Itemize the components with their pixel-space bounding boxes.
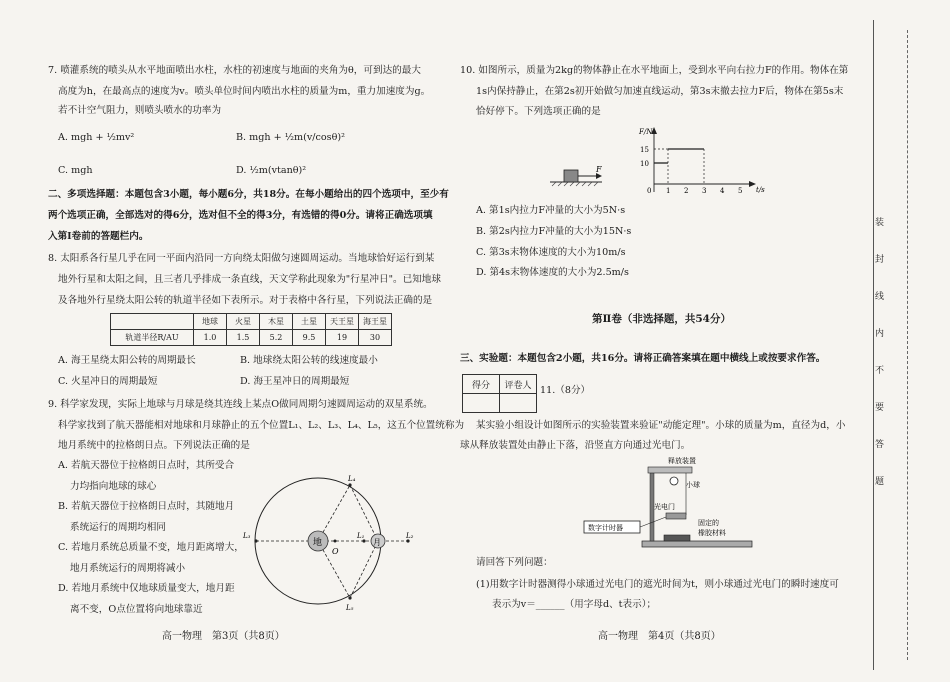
q11-sub1-line-1: (1)用数字计时器测得小球通过光电门的遮光时间为t，则小球通过光电门的瞬时速度可	[476, 579, 839, 590]
x-axis-label: t/s	[756, 186, 765, 194]
binding-dashed-line	[907, 30, 908, 660]
photogate-label: 光电门	[654, 503, 675, 511]
q9-stem-3: 地月系统中的拉格朗日点。下列说法正确的是	[58, 440, 250, 451]
l1-label: L₁	[357, 532, 365, 540]
table-cell: 5.2	[260, 330, 293, 346]
x-tick-3: 3	[702, 187, 707, 195]
table-cell: 轨道半径R/AU	[111, 330, 194, 346]
table-cell: 火星	[227, 314, 260, 330]
q7-option-a: A. mgh + ½mv²	[58, 132, 135, 143]
binding-char: 题	[875, 477, 885, 487]
q7-option-d: D. ½m(vtanθ)²	[236, 165, 307, 176]
q11-ask: 请回答下列问题：	[476, 557, 553, 568]
x-tick-4: 4	[720, 187, 725, 195]
margin-solid-line	[873, 20, 874, 670]
q10-option-d: D. 第4s末物体速度的大小为2.5m/s	[476, 267, 629, 278]
release-device	[648, 467, 692, 473]
rubber-label-1: 固定的	[698, 519, 719, 527]
y-tick-15: 15	[640, 146, 649, 154]
table-row	[111, 314, 392, 330]
table-cell: 19	[326, 330, 359, 346]
ball-icon	[670, 477, 678, 485]
q11-stem-2: 球从释放装置处由静止下落，沿竖直方向通过光电门。	[460, 440, 691, 451]
table-cell: 30	[359, 330, 392, 346]
q9-option-c-1: C. 若地月系统总质量不变，地月距离增大，	[58, 542, 244, 553]
q8-option-d: D. 海王星冲日的周期最短	[240, 376, 350, 387]
table-cell: 1.0	[194, 330, 227, 346]
q10-stem-3: 恰好停下。下列选项正确的是	[476, 106, 601, 117]
table-cell	[111, 314, 194, 330]
q10-option-b: B. 第2s内拉力F冲量的大小为15N·s	[476, 226, 632, 237]
table-cell: 天王星	[326, 314, 359, 330]
base-plate	[642, 541, 752, 547]
q8-option-c: C. 火星冲日的周期最短	[58, 376, 158, 387]
q10-option-a: A. 第1s内拉力F冲量的大小为5N·s	[476, 205, 626, 216]
binding-char: 封	[875, 255, 885, 265]
l3-point	[254, 539, 257, 542]
q7-stem-1: 7. 喷灌系统的喷头从水平地面喷出水柱，水柱的初速度与地面的夹角为θ，可到达的最大	[48, 65, 421, 76]
q11-stem-1: 某实验小组设计如图所示的实验装置来验证"动能定理"。小球的质量为m，直径为d，小	[476, 420, 846, 431]
earth-label: 地	[313, 538, 323, 548]
force-time-chart	[632, 124, 772, 198]
q9-option-c-2: 地月系统运行的周期将减小	[70, 563, 186, 574]
q7-stem-2: 高度为h，在最高点的速度为v。喷头单位时间内喷出水柱的质量为m，重力加速度为g。	[58, 86, 431, 97]
binding-char: 线	[875, 292, 885, 302]
score-cell	[463, 394, 500, 413]
force-label: F	[596, 165, 602, 174]
x-axis-arrow-icon	[749, 181, 756, 187]
q9-option-b-1: B. 若航天器位于拉格朗日点时，其随地月	[58, 501, 235, 512]
apparatus-diagram	[582, 455, 757, 550]
table-cell: 海王星	[359, 314, 392, 330]
q10-option-c: C. 第3s末物体速度的大小为10m/s	[476, 247, 626, 258]
table-row	[463, 375, 537, 394]
q9-option-d-2: 离不变，O点位置将向地球靠近	[70, 604, 203, 615]
q9-option-a-1: A. 若航天器位于拉格朗日点时，其所受合	[58, 460, 235, 471]
origin-label: 0	[647, 187, 652, 195]
table-cell: 土星	[293, 314, 326, 330]
right-page-footer: 高一物理 第4页（共8页）	[598, 631, 721, 642]
o-label: O	[332, 547, 339, 556]
q9-stem-2: 科学家找到了航天器能相对地球和月球静止的五个位置L₁、L₂、L₃、L₄、L₅，这五个位置统称为	[58, 420, 465, 431]
release-device-label: 释放装置	[668, 457, 696, 465]
orbit-radius-table	[110, 313, 392, 346]
table-row	[463, 394, 537, 413]
q11-sub1-line-2: 表示为v＝______（用字母d、t表示）；	[492, 599, 657, 610]
q9-option-b-2: 系统运行的周期均相同	[70, 522, 166, 533]
section2-line-2: 两个选项正确，全部选对的得6分，选对但不全的得3分，有选错的得0分。请将正确选项填	[48, 210, 433, 221]
l4-label: L₄	[348, 475, 356, 483]
rubber-pad	[664, 535, 690, 541]
moon-label: 月	[373, 538, 381, 547]
right-page	[452, 0, 872, 682]
table-cell: 地球	[194, 314, 227, 330]
block	[564, 170, 578, 182]
l5-label: L₅	[346, 604, 354, 612]
ground-hatch	[552, 182, 598, 186]
q11-heading: 11.（8分）	[540, 385, 591, 396]
section2-line-3: 入第Ⅰ卷前的答题栏内。	[48, 231, 149, 242]
q8-option-b: B. 地球绕太阳公转的线速度最小	[240, 355, 378, 366]
section3-heading: 三、实验题：本题包含2小题，共16分。请将正确答案填在题中横线上或按要求作答。	[460, 353, 826, 364]
q10-stem-1: 10. 如图所示，质量为2kg的物体静止在水平地面上，受到水平向右拉力F的作用。物体在第	[460, 65, 849, 76]
q7-option-b: B. mgh + ½m(v/cosθ)²	[236, 132, 345, 143]
l4-point	[348, 483, 351, 486]
q10-stem-2: 1s内保持静止，在第2s初开始做匀加速直线运动，第3s末撤去拉力F后，物体在第5s末	[476, 86, 844, 97]
table-cell: 1.5	[227, 330, 260, 346]
q7-option-c: C. mgh	[58, 165, 93, 176]
lagrange-points-diagram	[238, 470, 428, 620]
binding-char: 装	[875, 218, 885, 228]
grader-cell	[500, 394, 537, 413]
x-tick-1: 1	[666, 187, 671, 195]
rubber-label-2: 橡胶材料	[698, 529, 726, 537]
y-tick-10: 10	[640, 160, 649, 168]
x-tick-5: 5	[738, 187, 743, 195]
q7-stem-3: 若不计空气阻力，则喷头喷水的功率为	[58, 105, 222, 116]
part-2-title: 第Ⅱ卷（非选择题，共54分）	[592, 313, 731, 325]
grader-label: 评卷人	[500, 375, 537, 394]
q9-stem-1: 9. 科学家发现，实际上地球与月球是绕其连线上某点O做同周期匀速圆周运动的双星系统。	[48, 399, 433, 410]
q8-stem-3: 及各地外行星绕太阳公转的轨道半径如下表所示。对于表格中各行星，下列说法正确的是	[58, 295, 433, 306]
table-cell: 9.5	[293, 330, 326, 346]
binding-char: 答	[875, 440, 885, 450]
score-table	[462, 374, 537, 413]
left-page	[0, 0, 465, 682]
q8-stem-1: 8. 太阳系各行星几乎在同一平面内沿同一方向绕太阳做匀速圆周运动。当地球恰好运行到某	[48, 253, 435, 264]
photogate	[666, 513, 686, 519]
binding-char: 内	[875, 329, 885, 339]
section2-line-1: 二、多项选择题：本题包含3小题，每小题6分，共18分。在每小题给出的四个选项中，至少有	[48, 189, 449, 200]
digital-timer-label: 数字计时器	[588, 524, 623, 532]
block-on-ground-diagram	[546, 122, 606, 188]
x-tick-2: 2	[684, 187, 689, 195]
l2-label: L₂	[406, 532, 414, 540]
binding-char: 要	[875, 403, 885, 413]
l3-label: L₃	[243, 532, 251, 540]
table-cell: 木星	[260, 314, 293, 330]
q8-stem-2: 地外行星和太阳之间，且三者几乎排成一条直线，天文学称此现象为"行星冲日"。已知地球	[58, 274, 441, 285]
score-label: 得分	[463, 375, 500, 394]
y-axis-label: F/N	[639, 128, 653, 136]
l5-point	[348, 596, 351, 599]
q9-option-a-2: 力均指向地球的球心	[70, 481, 157, 492]
table-row	[111, 330, 392, 346]
center-point-o	[334, 540, 337, 543]
left-page-footer: 高一物理 第3页（共8页）	[162, 631, 285, 642]
q8-option-a: A. 海王星绕太阳公转的周期最长	[58, 355, 196, 366]
ball-label: 小球	[686, 481, 700, 489]
q9-option-d-1: D. 若地月系统中仅地球质量变大，地月距	[58, 583, 235, 594]
binding-char: 不	[875, 366, 885, 376]
